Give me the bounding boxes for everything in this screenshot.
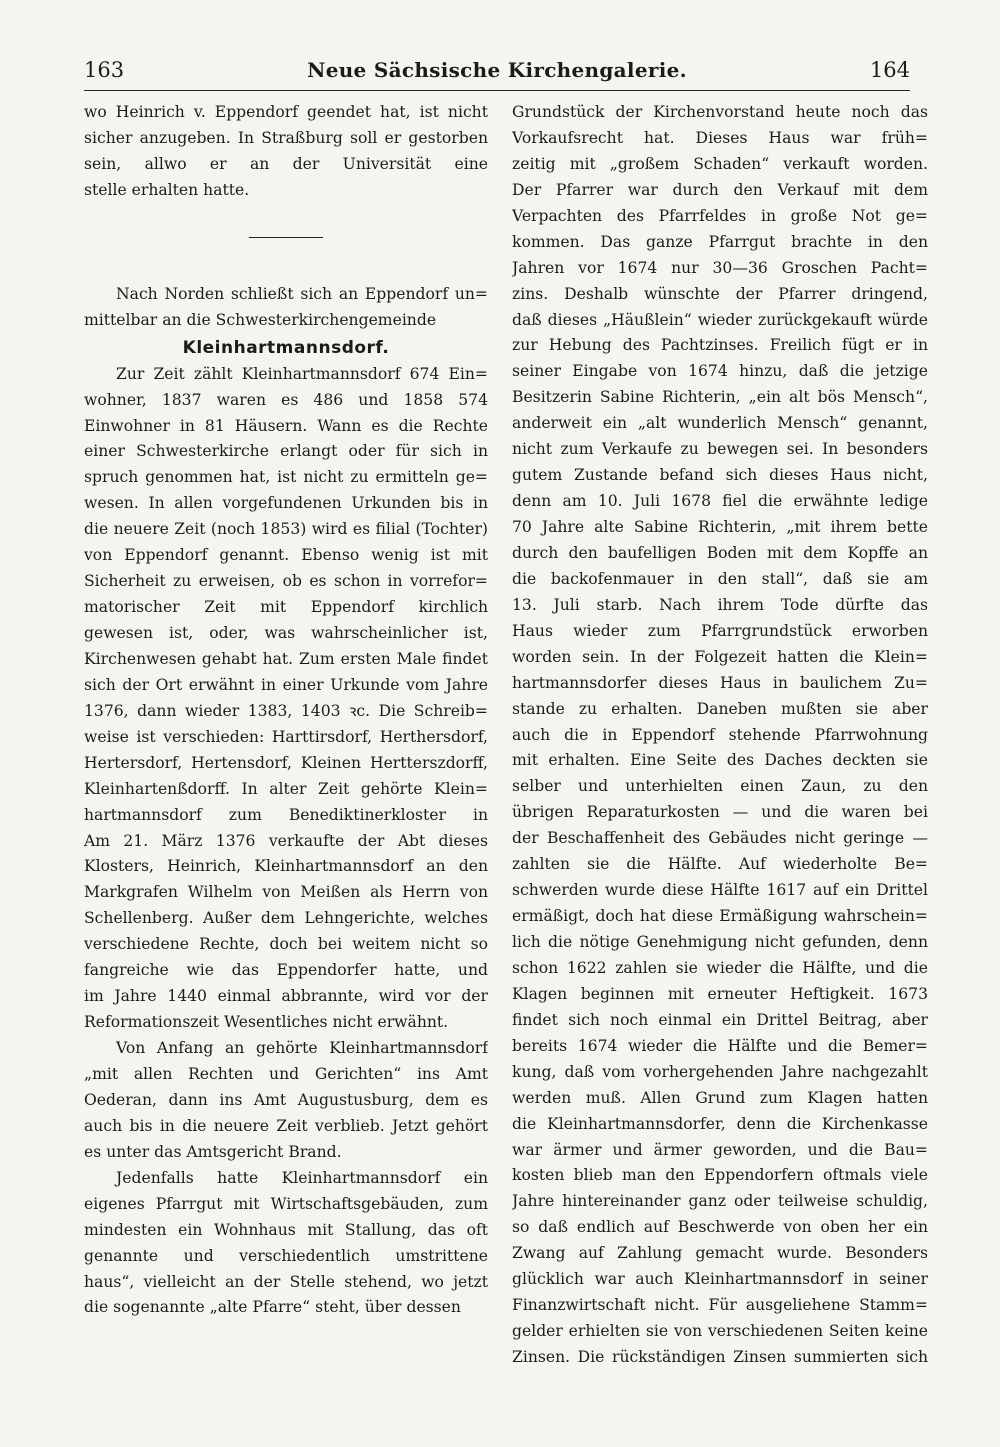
text-line: 13. Juli starb. Nach ihrem Tode dürfte das [512, 595, 928, 614]
text-line: seiner Eingabe von 1674 hinzu, daß die jetzige [512, 362, 928, 381]
page-number-left: 163 [84, 58, 125, 82]
text-line: glücklich war auch Kleinhartmannsdorf in seiner [512, 1270, 928, 1289]
text-line: Von Anfang an gehörte Kleinhartmannsdorf [116, 1039, 488, 1058]
text-line: spruch genommen hat, ist nicht zu ermitteln ge= [84, 468, 488, 487]
text-line: Jahre hintereinander ganz oder teilweise schuldig, [512, 1192, 928, 1211]
text-line: Am 21. März 1376 verkaufte der Abt dieses [84, 831, 488, 850]
running-title: Neue Sächsische Kirchengalerie. [307, 58, 687, 82]
text-line: der Beschaffenheit des Gebäudes nicht geringe — [512, 829, 928, 848]
text-line: zins. Deshalb wünschte der Pfarrer dringend, [512, 284, 928, 303]
text-line: zur Hebung des Pachtzinses. Freilich fügt er in [512, 336, 928, 355]
text-line: mittelbar an die Schwesterkirchengemeinde [84, 310, 437, 329]
text-line: Verpachten des Pfarrfeldes in große Not ge= [512, 206, 928, 225]
text-line: Klosters, Heinrich, Kleinhartmannsdorf an den [84, 857, 488, 876]
text-line: wohner, 1837 waren es 486 und 1858 574 [84, 390, 488, 409]
text-line: verschiedene Rechte, doch bei weitem nicht so [84, 935, 488, 954]
text-line: gelder erhielten sie von verschiedenen Seiten keine [512, 1322, 928, 1341]
text-line: bereits 1674 wieder die Hälfte und die Bemer= [512, 1036, 928, 1055]
text-line: die backofenmauer in den stall“, daß sie am [512, 569, 928, 588]
text-line: war ärmer und ärmer geworden, und die Bau= [512, 1140, 928, 1159]
text-line: 70 Jahre alte Sabine Richterin, „mit ihrem bette [512, 518, 928, 536]
text-line: es unter das Amtsgericht Brand. [84, 1142, 342, 1161]
text-line: sicher anzugeben. In Straßburg soll er gestorben [84, 128, 488, 147]
text-line: stande zu erhalten. Daneben mußten sie aber [512, 699, 928, 718]
page-header [84, 58, 910, 88]
text-line: hartmannsdorf zum Benediktinerkloster in [84, 805, 488, 824]
text-line: Der Pfarrer war durch den Verkauf mit dem [512, 180, 928, 199]
text-line: zahlten sie die Hälfte. Auf wiederholte Be= [512, 855, 928, 874]
text-line: die Kleinhartmannsdorfer, denn die Kirchenkasse [512, 1114, 928, 1133]
text-line: einer Schwesterkirche erlangt oder für sich in [84, 442, 488, 461]
text-line: kung, daß vom vorhergehenden Jahre nachgezahlt [512, 1062, 928, 1081]
text-line: findet sich noch einmal ein Drittel Beitrag, aber [512, 1010, 928, 1029]
text-line: wesen. In allen vorgefundenen Urkunden bis in [84, 494, 488, 513]
text-line: eigenes Pfarrgut mit Wirtschaftsgebäuden, zum [84, 1194, 488, 1213]
text-line: gewesen ist, oder, was wahrscheinlicher ist, [84, 624, 488, 643]
text-line: Grundstück der Kirchenvorstand heute noch das [512, 103, 928, 121]
text-line: mindesten ein Wohnhaus mit Stallung, das oft [84, 1220, 488, 1239]
text-line: fangreiche wie das Eppendorfer hatte, und [84, 961, 488, 980]
header-rule [84, 90, 910, 91]
right-column [512, 100, 928, 1366]
text-line: lich die nötige Genehmigung nicht gefunden, denn [512, 933, 928, 951]
text-line: Zinsen. Die rückständigen Zinsen summierten sich [512, 1348, 928, 1366]
section-gap [84, 238, 488, 282]
text-line: denn am 10. Juli 1678 fiel die erwähnte ledige [512, 492, 928, 511]
text-line: Kleinhartenßdorff. In alter Zeit gehörte Klein= [84, 779, 488, 798]
text-line: Sicherheit zu erweisen, ob es schon in vorrefor= [84, 572, 488, 591]
text-line: Zwang auf Zahlung gemacht wurde. Besonders [512, 1244, 928, 1263]
text-line: im Jahre 1440 einmal abbrannte, wird vor der [84, 987, 488, 1006]
text-line: sein, allwo er an der Universität eine [84, 154, 488, 173]
text-line: Oederan, dann ins Amt Augustusburg, dem es [84, 1090, 488, 1109]
text-line: auch bis in die neuere Zeit verblieb. Jetzt gehört [84, 1116, 488, 1135]
text-line: von Eppendorf genannt. Ebenso wenig ist mit [84, 546, 488, 565]
text-line: anderweit ein „alt wunderlich Mensch“ genannt, [512, 414, 928, 433]
section-heading: Kleinhartmannsdorf. [182, 337, 390, 358]
text-line: „mit allen Rechten und Gerichten“ ins Amt [84, 1064, 488, 1083]
text-line: Hertersdorf, Hertensdorf, Kleinen Hertterszdorff, [84, 753, 488, 772]
text-line: haus“, vielleicht an der Stelle stehend, wo jetzt [84, 1272, 488, 1291]
text-line: zeitig mit „großem Schaden“ verkauft worden. [512, 154, 928, 173]
text-line: schon 1622 zahlen sie wieder die Hälfte, und die [512, 958, 928, 977]
text-line: gutem Zustande befand sich dieses Haus nicht, [512, 466, 928, 485]
text-line: Besitzerin Sabine Richterin, „ein alt bös Mensch“, [512, 388, 928, 407]
text-line: kommen. Das ganze Pfarrgut brachte in den [512, 232, 928, 251]
text-line: Einwohner in 81 Häusern. Wann es die Rechte [84, 416, 488, 435]
text-line: ermäßigt, doch hat diese Ermäßigung wahrschein= [512, 907, 928, 926]
text-line: kosten blieb man den Eppendorfern oftmals viele [512, 1166, 928, 1185]
text-line: sich der Ort erwähnt in einer Urkunde vom Jahre [84, 675, 488, 694]
page-number-right: 164 [869, 58, 910, 82]
text-line: Kirchenwesen gehabt hat. Zum ersten Male findet [84, 649, 488, 668]
text-line: Haus wieder zum Pfarrgrundstück erworben [512, 621, 928, 640]
text-line: Vorkaufsrecht hat. Dieses Haus war früh= [512, 128, 928, 147]
text-line: Markgrafen Wilhelm von Meißen als Herrn von [84, 883, 488, 902]
text-line: genannte und verschiedentlich umstrittene [84, 1246, 488, 1265]
left-column [84, 100, 488, 1350]
text-line: matorischer Zeit mit Eppendorf kirchlich [84, 598, 488, 617]
text-line: die neuere Zeit (noch 1853) wird es filial (Tochter) [84, 520, 488, 539]
text-line: daß dieses „Häußlein“ wieder zurückgekauft würde [512, 310, 928, 329]
text-line: nicht zum Verkaufe zu bewegen sei. In besonders [512, 440, 928, 459]
text-line: selber und unterhielten einen Zaun, zu den [512, 777, 928, 796]
text-line: Schellenberg. Außer dem Lehngerichte, welches [84, 909, 488, 928]
text-line: Zur Zeit zählt Kleinhartmannsdorf 674 Ein= [116, 364, 488, 383]
text-line: Jahren vor 1674 nur 30—36 Groschen Pacht= [512, 258, 928, 277]
text-line: die sogenannte „alte Pfarre“ steht, über dessen [84, 1298, 461, 1317]
text-line: durch den baufelligen Boden mit dem Kopffe an [512, 543, 928, 562]
text-line: werden muß. Allen Grund zum Klagen hatten [512, 1088, 928, 1107]
text-line: worden sein. In der Folgezeit hatten die Klein= [512, 647, 928, 666]
text-line: so daß endlich auf Beschwerde von oben her ein [512, 1218, 928, 1237]
text-line: weise ist verschieden: Harttirsdorf, Herthersdorf, [84, 727, 488, 746]
text-line: Finanzwirtschaft nicht. Für ausgeliehene Stamm= [512, 1296, 928, 1315]
text-line: hartmannsdorfer dieses Haus in baulichem Zu= [512, 673, 928, 692]
text-line: Nach Norden schließt sich an Eppendorf un= [116, 284, 488, 303]
text-line: 1376, dann wieder 1383, 1403 ꝛc. Die Schreib= [84, 701, 488, 720]
text-line: stelle erhalten hatte. [84, 180, 250, 199]
text-line: mit erhalten. Eine Seite des Daches deckten sie [512, 751, 928, 770]
text-line: wo Heinrich v. Eppendorf geendet hat, ist nicht [84, 103, 488, 121]
text-line: übrigen Reparaturkosten — und die waren bei [512, 803, 928, 822]
text-line: Reformationszeit Wesentliches nicht erwähnt. [84, 1013, 449, 1032]
text-line: schwerden wurde diese Hälfte 1617 auf ein Drittel [512, 881, 928, 900]
text-line: Klagen beginnen mit erneuter Heftigkeit. 1673 [512, 984, 928, 1003]
text-line: Jedenfalls hatte Kleinhartmannsdorf ein [116, 1168, 488, 1187]
text-line: auch die in Eppendorf stehende Pfarrwohnung [512, 725, 928, 744]
